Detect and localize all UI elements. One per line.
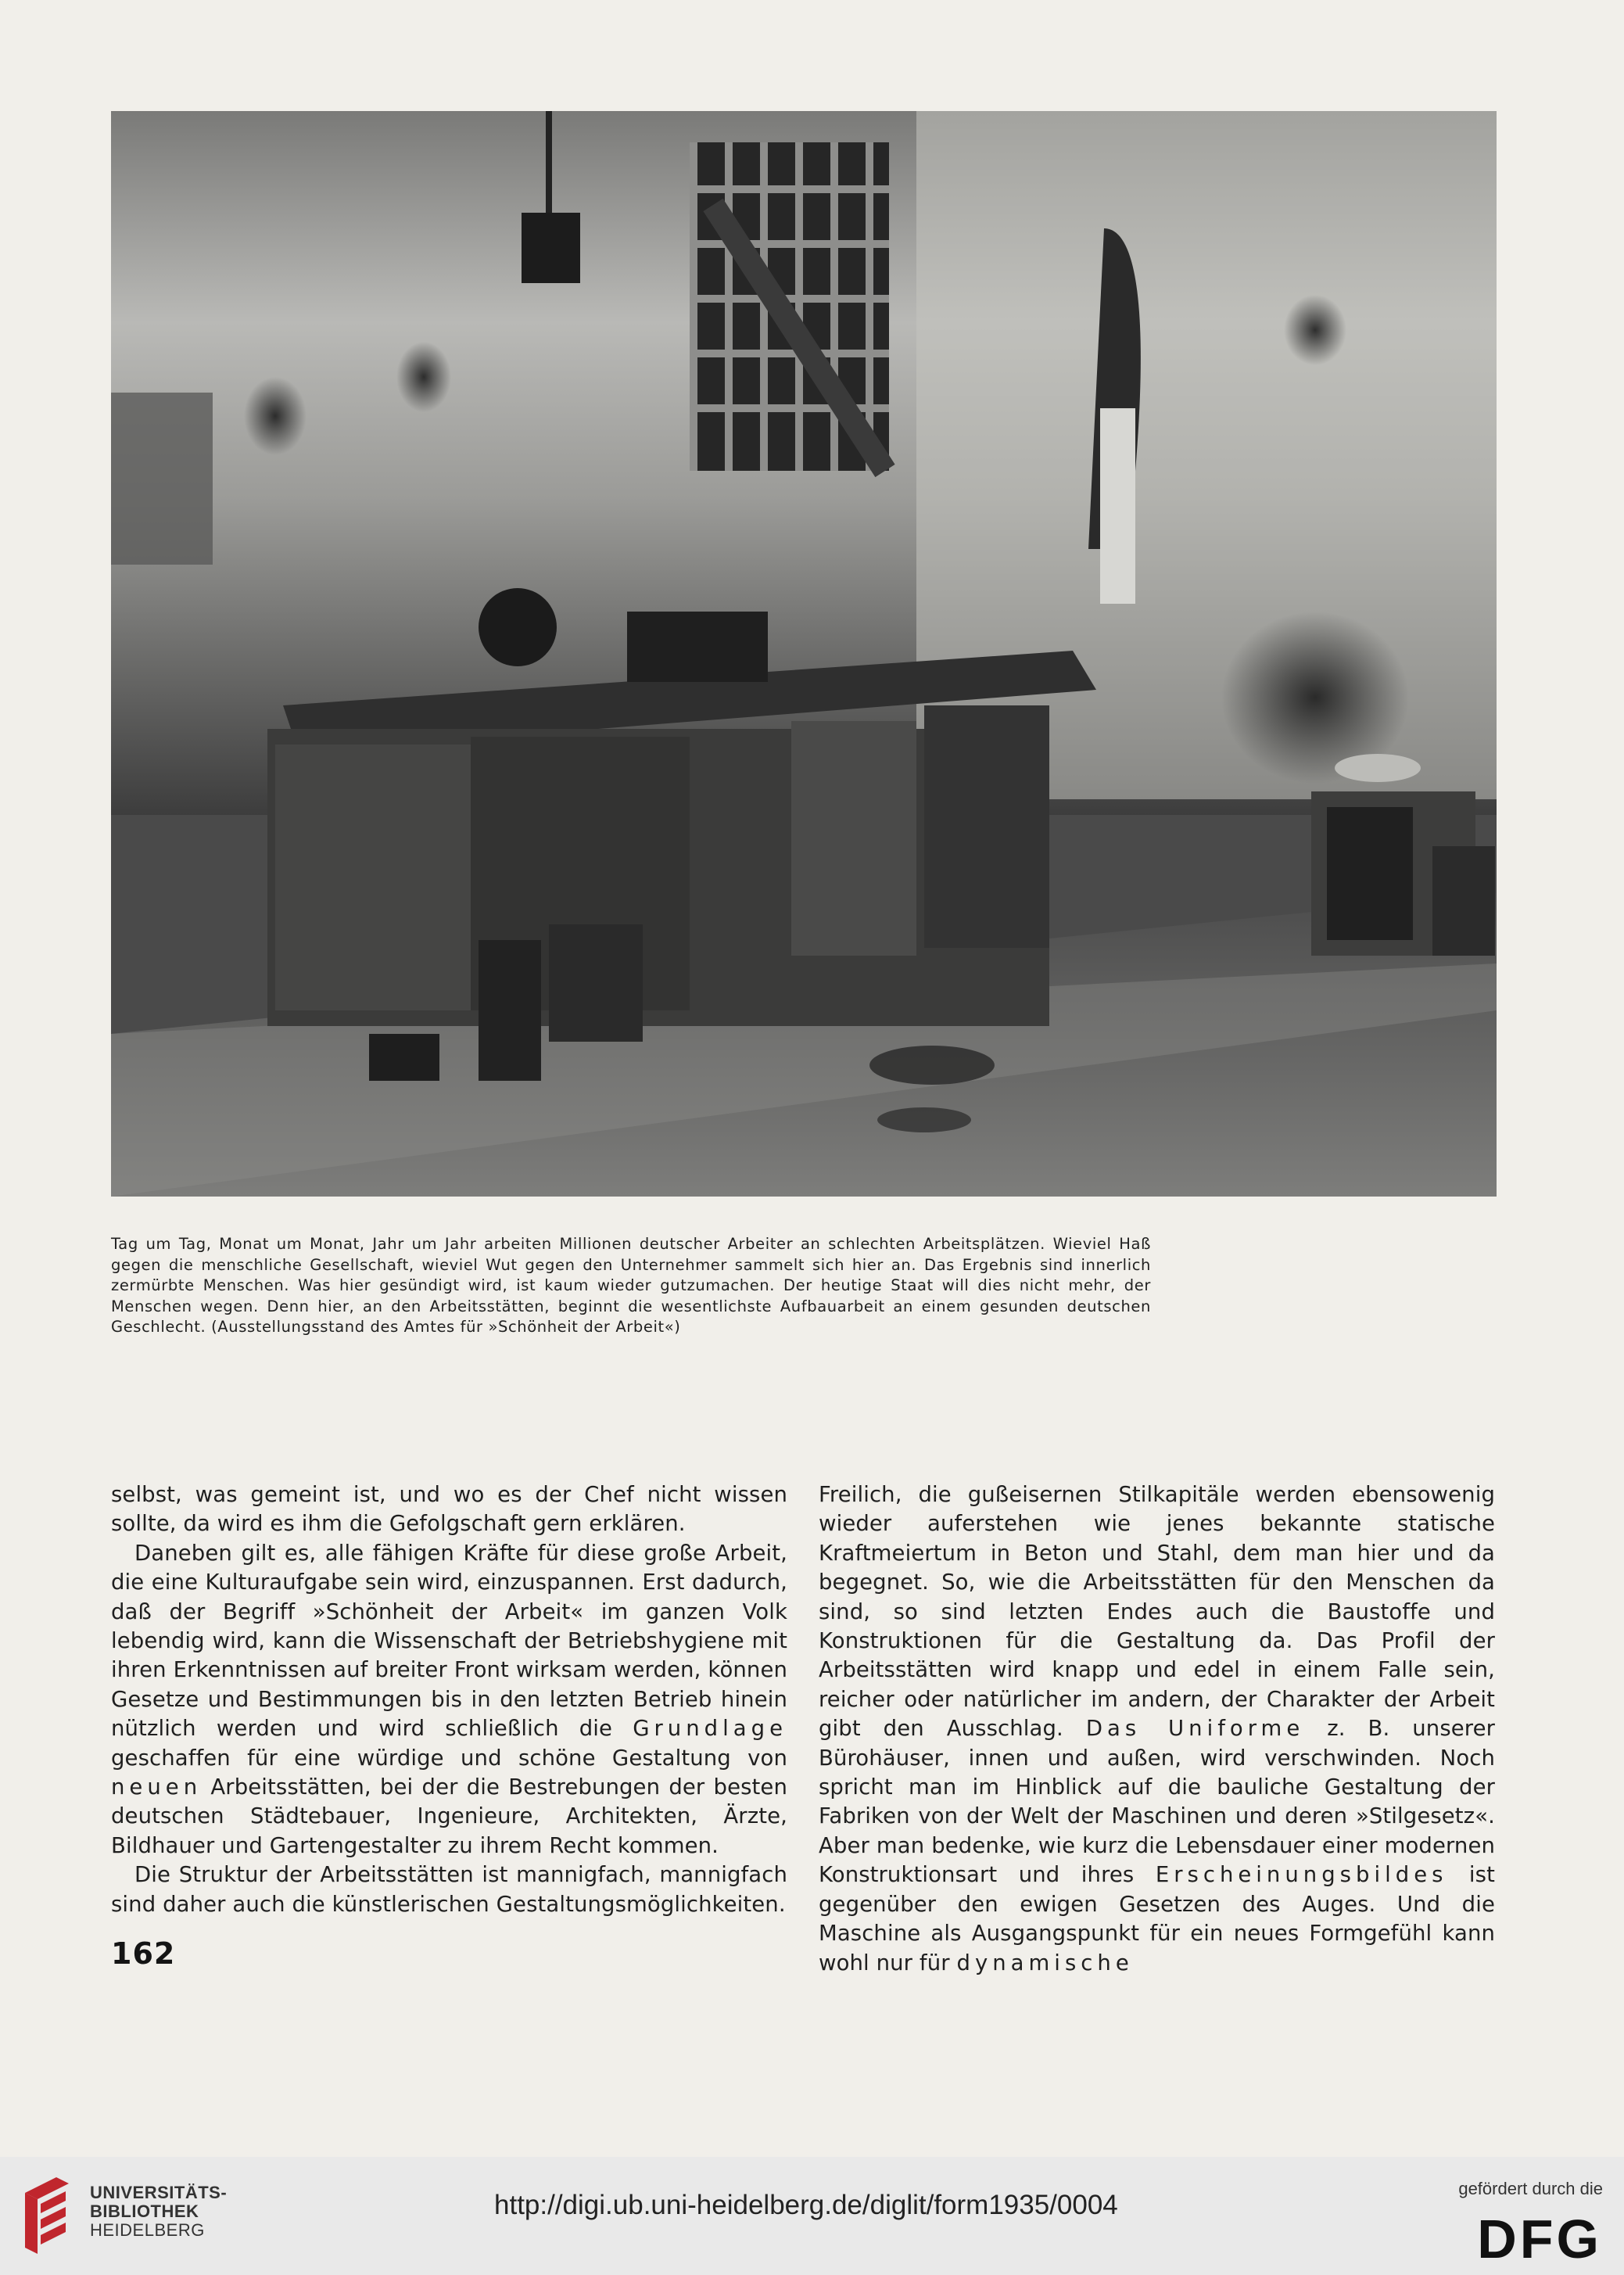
text-run: Daneben gilt es, alle fähigen Kräfte für diese große Arbeit, die eine Kulturaufgabe sein wird, einzuspannen. Erst dadurch, daß der Begriff »Schönheit der Arbeit« im ganzen Volk lebendig wird, kann die Wissenschaft der Betriebshygiene mit ihren Erkenntnissen auf breiter Front wirksam werden, können Gesetze und Bestimmungen bis in den letzten Betrieb hinein nützlich werden und wird schließlich die [111,1540,787,1742]
paragraph: selbst, was gemeint ist, und wo es der Chef nicht wissen sollte, da wird es ihm die Gefolgschaft gern erklären. [111,1482,787,1537]
digitization-footer [0,2157,1624,2275]
dfg-logo: DFG [1477,2209,1602,2270]
text-run: Freilich, die gußeisernen Stilkapitäle werden ebensowenig wieder auferstehen wie jenes bekannte statische Kraftmeiertum in Beton und Stahl, dem man hier und da begegnet. So, wie die Arbeitsstätten für den Menschen da sind, so sind letzten Endes auch die Baustoffe und Konstruktionen für die Gestaltung da. Das Profil der Arbeitsstätten wird knapp und edel in einem Falle sein, reicher oder natürlicher im andern, der Charakter der Arbeit gibt den Ausschlag. [819,1482,1495,1742]
library-name-line: UNIVERSITÄTS- [90,2183,228,2202]
page-number: 162 [111,1936,176,1971]
spaced-emphasis: Grundlage [633,1716,787,1742]
library-name [90,2183,227,2240]
text-run: geschaffen für eine würdige und schöne Gestaltung von [111,1745,787,1771]
funding-label: gefördert durch die [1458,2179,1603,2198]
text-run: z. B. unserer Bürohäuser, innen und außen, wird verschwinden. Noch spricht man im Hinblick auf die bauliche Gestaltung der Fabriken von der Welt der Maschinen und deren »Stilgesetz«. Aber man bedenke, wie kurz die Lebensdauer einer modernen Konstruktionsart und ihres [819,1716,1495,1888]
text-run: ist gegenüber den ewigen Gesetzen des Auges. Und die Maschine als Ausgangspunkt für ein neues Formgefühl kann wohl nur für [819,1862,1495,1975]
spaced-emphasis: neuen [111,1774,203,1800]
spaced-emphasis: Erscheinungsbildes [1155,1862,1448,1888]
university-library-logo-icon [17,2177,77,2255]
paragraph [819,1480,1495,1978]
source-url-link[interactable]: http://digi.ub.uni-heidelberg.de/diglit/form1935/0004 [494,2190,1118,2220]
spaced-emphasis: dynamische [956,1950,1134,1975]
body-column-left [111,1480,787,1919]
paragraph: Die Struktur der Arbeitsstätten ist mannigfach, mannigfach sind daher auch die künstlerischen Gestaltungsmöglichkeiten. [111,1862,787,1917]
workshop-photo [111,111,1497,1197]
library-name-line: HEIDELBERG [90,2220,205,2240]
photo-illustration [111,111,1497,1197]
window-grate [694,142,889,471]
text-run: Arbeitsstätten, bei der die Bestrebungen der besten deutschen Städtebauer, Ingenieure, Architekten, Ärzte, Bildhauer und Gartengestalter zu ihrem Recht kommen. [111,1774,787,1858]
body-column-right [819,1480,1495,1978]
spaced-emphasis: Das Uniforme [1085,1716,1305,1742]
photo-caption: Tag um Tag, Monat um Monat, Jahr um Jahr arbeiten Millionen deutscher Arbeiter an schlechten Arbeitsplätzen. Wieviel Haß gegen die menschliche Gesellschaft, wieviel Wut gegen den Unternehmer sammelt sich hier an. Das Ergebnis sind innerlich zermürbte Menschen. Was hier gesündigt wird, ist kaum wieder gutzumachen. Der heutige Staat will dies nicht mehr, der Menschen wegen. Denn hier, an den Arbeitsstätten, beginnt die wesentlichste Aufbauarbeit an einem gesunden deutschen Geschlecht. (Ausstellungsstand des Amtes für »Schönheit der Arbeit«) [111,1235,1151,1336]
paragraph [111,1539,787,1861]
library-name-line: BIBLIOTHEK [90,2201,199,2221]
